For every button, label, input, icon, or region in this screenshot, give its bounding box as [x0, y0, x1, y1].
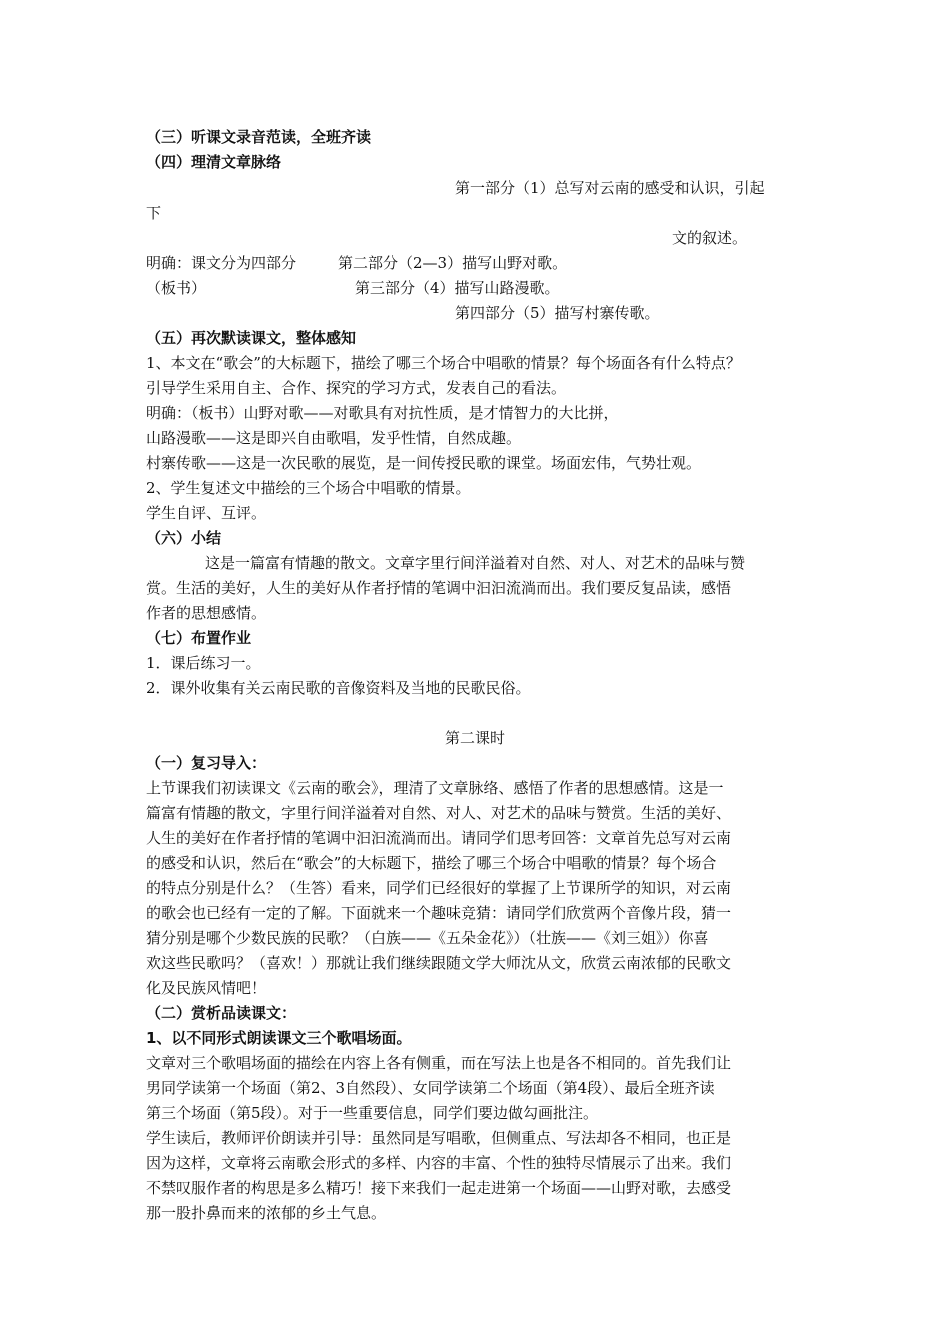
heading-appreciation: （二）赏析品读课文： [146, 1004, 297, 1022]
outline-part-3: 第三部分（4）描写山路漫歌。 [355, 279, 560, 297]
reading-line: 第三个场面（第5段）。对于一些重要信息，同学们要边做勾画批注。 [146, 1104, 599, 1122]
review-line: 篇富有情趣的散文，字里行间洋溢着对自然、对人、对艺术的品味与赞赏。生活的美好、 [146, 804, 732, 822]
review-line: 猜分别是哪个少数民族的民歌？（白族——《五朵金花》）（壮族——《刘三姐》）你喜 [146, 929, 709, 947]
summary-line-2: 赏。生活的美好，人生的美好从作者抒情的笔调中汩汩流淌而出。我们要反复品读，感悟 [146, 579, 732, 597]
heading-step-6: （六）小结 [146, 529, 222, 547]
heading-step-3: （三）听课文录音范读，全班齐读 [146, 128, 372, 146]
review-line: 上节课我们初读课文《云南的歌会》，理清了文章脉络、感悟了作者的思想感情。这是一 [146, 779, 724, 797]
heading-step-5: （五）再次默读课文，整体感知 [146, 329, 357, 347]
homework-1: 1．课后练习一。 [146, 654, 261, 672]
heading-step-7: （七）布置作业 [146, 629, 252, 647]
answer-line-1: 明确：（板书）山野对歌——对歌具有对抗性质，是才情智力的大比拼， [146, 404, 619, 422]
question-2: 2、学生复述文中描绘的三个场合中唱歌的情景。 [146, 479, 471, 497]
reading-line: 因为这样，文章将云南歌会形式的多样、内容的丰富、个性的独特尽情展示了出来。我们 [146, 1154, 732, 1172]
outline-clarify: 明确：课文分为四部分 [146, 254, 297, 272]
subheading-reading: 1、以不同形式朗读课文三个歌唱场面。 [146, 1029, 412, 1047]
guide-text: 引导学生采用自主、合作、探究的学习方式，发表自己的看法。 [146, 379, 567, 397]
outline-board: （板书） [146, 279, 207, 297]
outline-part-1-wrap: 下 [146, 204, 162, 222]
review-line: 欢这些民歌吗？（喜欢！）那就让我们继续跟随文学大师沈从文，欣赏云南浓郁的民歌文 [146, 954, 732, 972]
lesson-2-title: 第二课时 [444, 729, 505, 747]
answer-line-2: 山路漫歌——这是即兴自由歌唱，发乎性情，自然成趣。 [146, 429, 522, 447]
reading-line: 男同学读第一个场面（第2、3自然段）、女同学读第二个场面（第4段）、最后全班齐读 [146, 1079, 715, 1097]
reading-line: 那一股扑鼻而来的浓郁的乡土气息。 [146, 1204, 387, 1222]
heading-review: （一）复习导入： [146, 754, 267, 772]
outline-part-1: 第一部分（1）总写对云南的感受和认识，引起 [455, 179, 765, 197]
review-line: 化及民族风情吧！ [146, 979, 267, 997]
reading-line: 不禁叹服作者的构思是多么精巧！接下来我们一起走进第一个场面——山野对歌，去感受 [146, 1179, 732, 1197]
summary-line-1: 这是一篇富有情趣的散文。文章字里行间洋溢着对自然、对人、对艺术的品味与赞 [205, 554, 746, 572]
reading-line: 学生读后，教师评价朗读并引导：虽然同是写唱歌，但侧重点、写法却各不相同，也正是 [146, 1129, 732, 1147]
outline-part-1-end: 文的叙述。 [672, 229, 748, 247]
heading-step-4: （四）理清文章脉络 [146, 153, 282, 171]
outline-part-2: 第二部分（2—3）描写山野对歌。 [338, 254, 568, 272]
evaluation-text: 学生自评、互评。 [146, 504, 267, 522]
reading-line: 文章对三个歌唱场面的描绘在内容上各有侧重，而在写法上也是各不相同的。首先我们让 [146, 1054, 732, 1072]
outline-part-4: 第四部分（5）描写村寨传歌。 [455, 304, 660, 322]
homework-2: 2．课外收集有关云南民歌的音像资料及当地的民歌民俗。 [146, 679, 531, 697]
question-1: 1、本文在“歌会”的大标题下，描绘了哪三个场合中唱歌的情景？每个场面各有什么特点？ [146, 354, 741, 372]
answer-line-3: 村寨传歌——这是一次民歌的展览，是一间传授民歌的课堂。场面宏伟，气势壮观。 [146, 454, 702, 472]
review-line: 的歌会也已经有一定的了解。下面就来一个趣味竞猜：请同学们欣赏两个音像片段，猜一 [146, 904, 732, 922]
review-line: 的感受和认识，然后在“歌会”的大标题下，描绘了哪三个场合中唱歌的情景？每个场合 [146, 854, 717, 872]
review-line: 的特点分别是什么？（生答）看来，同学们已经很好的掌握了上节课所学的知识，对云南 [146, 879, 732, 897]
summary-line-3: 作者的思想感情。 [146, 604, 267, 622]
review-line: 人生的美好在作者抒情的笔调中汩汩流淌而出。请同学们思考回答：文章首先总写对云南 [146, 829, 732, 847]
